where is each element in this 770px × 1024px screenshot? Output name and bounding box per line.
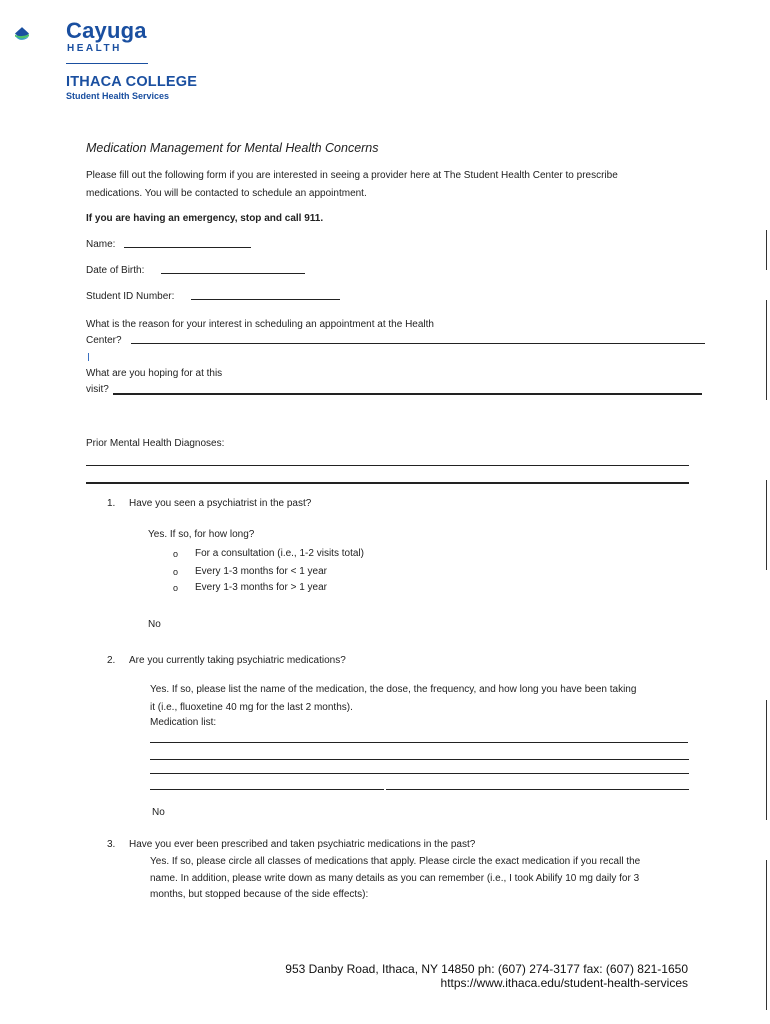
medication-list-field-3[interactable] xyxy=(150,773,689,774)
college-name: ITHACA COLLEGE xyxy=(66,74,198,90)
footer-url[interactable]: https://www.ithaca.edu/student-health-services xyxy=(440,976,688,990)
hoping-question-line-2: visit? xyxy=(86,384,109,395)
q1-option-1: For a consultation (i.e., 1-2 visits total) xyxy=(195,548,364,559)
text-cursor-mark xyxy=(88,353,89,361)
reason-field[interactable] xyxy=(131,343,705,344)
q1-number: 1. xyxy=(107,498,116,509)
intro-line-2: medications. You will be contacted to schedule an appointment. xyxy=(86,188,367,199)
q3-line-1: Yes. If so, please circle all classes of medications that apply. Please circle the exact medication if you recall the xyxy=(150,856,641,867)
medication-list-field-4a[interactable] xyxy=(150,789,384,790)
cayuga-diamond-logo xyxy=(14,12,64,57)
dob-field[interactable] xyxy=(161,273,305,274)
emergency-notice: If you are having an emergency, stop and call 911. xyxy=(86,213,324,224)
cayuga-logo-subtext: HEALTH xyxy=(67,43,122,54)
cayuga-logo-text: Cayuga xyxy=(66,18,147,43)
scan-edge-mark xyxy=(766,700,767,820)
q1-option-1-bullet[interactable]: o xyxy=(173,549,179,559)
q2-yes-line-1: Yes. If so, please list the name of the medication, the dose, the frequency, and how long you have been taking xyxy=(150,684,637,695)
q1-yes-text: Yes. If so, for how long? xyxy=(148,529,255,540)
name-field[interactable] xyxy=(124,247,251,248)
intro-line-1: Please fill out the following form if you are interested in seeing a provider here at The Student Health Center to prescribe xyxy=(86,170,618,181)
prior-diagnoses-field-2[interactable] xyxy=(86,482,689,484)
q3-line-2: name. In addition, please write down as many details as you can remember (i.e., I took Abilify 10 mg daily for 3 xyxy=(150,873,640,884)
q2-number: 2. xyxy=(107,655,116,666)
q1-no-text[interactable]: No xyxy=(148,619,161,630)
medication-list-field-4b[interactable] xyxy=(386,789,689,790)
college-subtitle: Student Health Services xyxy=(66,91,170,101)
scan-edge-mark xyxy=(766,480,767,570)
form-title: Medication Management for Mental Health Concerns xyxy=(86,141,379,155)
q2-text: Are you currently taking psychiatric medications? xyxy=(129,655,346,666)
scan-edge-mark xyxy=(766,230,767,270)
q2-yes-line-2: it (i.e., fluoxetine 40 mg for the last 2 months). xyxy=(150,702,353,713)
hoping-question-line-1: What are you hoping for at this xyxy=(86,368,223,379)
q2-no-text[interactable]: No xyxy=(152,807,165,818)
prior-diagnoses-label: Prior Mental Health Diagnoses: xyxy=(86,438,225,449)
medication-list-field-2[interactable] xyxy=(150,759,689,760)
prior-diagnoses-field-1[interactable] xyxy=(86,465,689,466)
medication-list-label: Medication list: xyxy=(150,717,217,728)
student-id-field[interactable] xyxy=(191,299,340,300)
footer-address: 953 Danby Road, Ithaca, NY 14850 ph: (607) 274-3177 fax: (607) 821-1650 xyxy=(285,962,688,976)
q3-line-3: months, but stopped because of the side effects): xyxy=(150,889,369,900)
scan-edge-mark xyxy=(766,860,767,1010)
name-label: Name: xyxy=(86,239,116,250)
medication-list-field-1[interactable] xyxy=(150,742,688,743)
q1-option-3: Every 1-3 months for > 1 year xyxy=(195,582,328,593)
q1-option-2: Every 1-3 months for < 1 year xyxy=(195,566,328,577)
hoping-field[interactable] xyxy=(113,393,702,395)
scan-edge-mark xyxy=(766,300,767,400)
q1-option-3-bullet[interactable]: o xyxy=(173,583,179,593)
student-id-label: Student ID Number: xyxy=(86,291,175,302)
dob-label: Date of Birth: xyxy=(86,265,145,276)
q1-option-2-bullet[interactable]: o xyxy=(173,567,179,577)
reason-question-line-1: What is the reason for your interest in scheduling an appointment at the Health xyxy=(86,319,434,330)
reason-question-line-2: Center? xyxy=(86,335,122,346)
logo-divider xyxy=(66,63,148,64)
q3-number: 3. xyxy=(107,839,116,850)
q3-text: Have you ever been prescribed and taken psychiatric medications in the past? xyxy=(129,839,476,850)
q1-text: Have you seen a psychiatrist in the past? xyxy=(129,498,312,509)
